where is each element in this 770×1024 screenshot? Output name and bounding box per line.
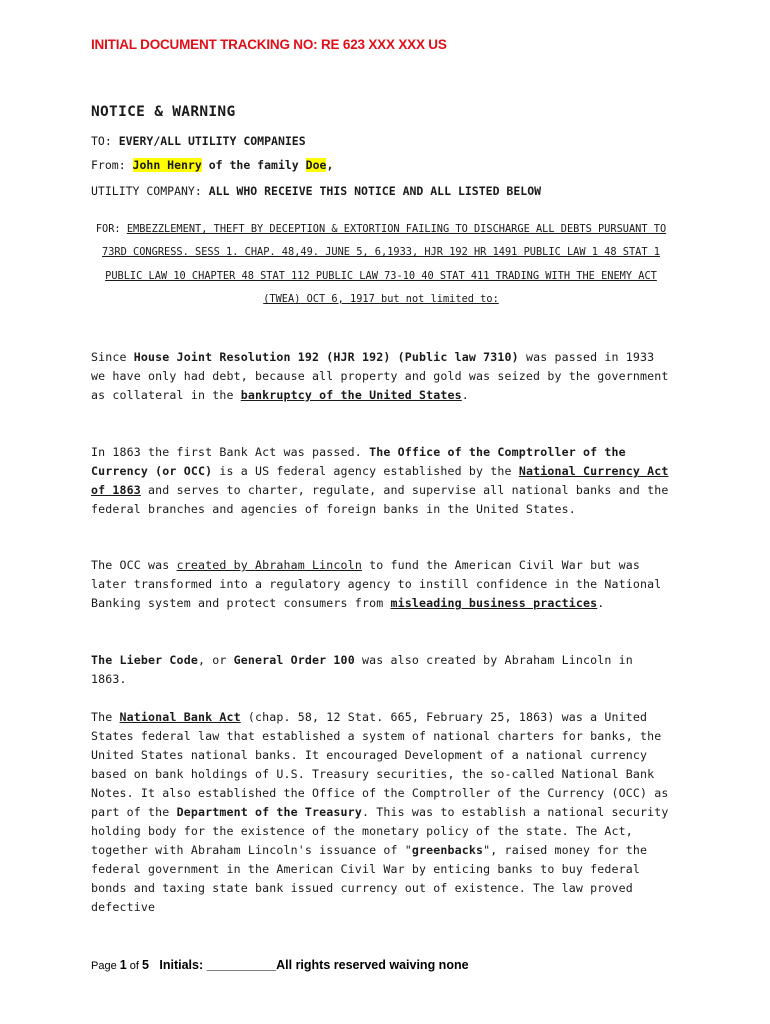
from-name-last: Doe (305, 158, 327, 172)
p5-text-c: (chap. 58, 12 Stat. 665, February 25, 1863) was a United States federal law that established a system of national charters for banks, the United States national banks. It encouraged Development of a national currency based on bank holdings of U.S. Treasury securities, the so-called National Bank Notes. It also established the Office of the Comptroller of the Currency (OCC) as part of the (91, 710, 669, 819)
p5-text-e: . This was to establish a national security holding body for the existence of the monetary policy of the state. The Act, together with Abraham Lincoln's issuance of " (91, 805, 669, 857)
footer-rights: All rights reserved waiving none (276, 958, 469, 972)
footer-page-label: Page (91, 960, 120, 972)
utility-value: ALL WHO RECEIVE THIS NOTICE AND ALL LISTED BELOW (208, 184, 542, 198)
paragraph-hjr192 (91, 348, 673, 405)
to-value: EVERY/ALL UTILITY COMPANIES (118, 134, 306, 148)
p2-text-a: In 1863 the first Bank Act was passed. (91, 445, 370, 459)
p1-text-e: . (461, 388, 469, 402)
p4-general-order: General Order 100 (233, 653, 355, 667)
footer-initials: Initials: __________ (159, 958, 277, 972)
p5-greenbacks: greenbacks (411, 843, 484, 857)
utility-line (91, 184, 541, 198)
p3-text-c: to fund the American Civil War but was later transformed into a regulatory agency to instill confidence in the National Banking system and protect consumers from (91, 558, 662, 610)
for-text: EMBEZZLEMENT, THEFT BY DECEPTION & EXTORTION FAILING TO DISCHARGE ALL DEBTS PURSUANT TO 73RD CONGRESS. SESS 1. CHAP. 48,49. JUNE 5, 6,1933, HJR 192 HR 1491 PUBLIC LAW 1 48 STAT 1 PUBLIC LAW 10 CHAPTER 48 STAT 112 PUBLIC LAW 73-10 40 STAT 411 TRADING WITH THE ENEMY ACT (TWEA) OCT 6, 1917 but not limited to: (102, 223, 667, 305)
for-label: FOR: (95, 223, 127, 235)
p3-text-e: . (597, 596, 605, 610)
document-tracking-number: INITIAL DOCUMENT TRACKING NO: RE 623 XXX XXX US (91, 37, 447, 52)
from-label: From: (91, 158, 133, 172)
p5-national-bank-act: National Bank Act (119, 710, 241, 724)
p3-lincoln-link: created by Abraham Lincoln (176, 558, 362, 572)
p2-text-c: is a US federal agency established by the (212, 464, 519, 478)
from-end: , (326, 158, 334, 172)
from-line (91, 158, 333, 172)
p1-bold-hjr: House Joint Resolution 192 (HJR 192) (Public law 7310) (133, 350, 519, 364)
for-section (91, 218, 671, 311)
from-name-first: John Henry (132, 158, 202, 172)
p2-text-e: and serves to charter, regulate, and supervise all national banks and the federal branches and agencies of foreign banks in the United States. (91, 483, 669, 516)
paragraph-national-bank-act (91, 708, 673, 917)
p3-text-a: The OCC was (91, 558, 177, 572)
footer-of: of (126, 960, 142, 972)
p1-text-a: Since (91, 350, 134, 364)
p2-bold-occ: The Office of the Comptroller of the Currency (or OCC) (91, 445, 626, 478)
page-footer (91, 958, 469, 972)
paragraph-lieber-code (91, 651, 673, 689)
p4-text-d: was also created by Abraham Lincoln in 1863. (91, 653, 633, 686)
footer-page-number: 1 (119, 958, 127, 972)
p4-lieber: The Lieber Code (91, 653, 198, 667)
p5-text-a: The (91, 710, 120, 724)
p1-text-c: was passed in 1933 we have only had debt, because all property and gold was seized by the government as collateral in the (91, 350, 669, 402)
paragraph-bank-act-1863 (91, 443, 673, 519)
to-label: TO: (91, 134, 119, 148)
utility-label: UTILITY COMPANY: (91, 184, 209, 198)
paragraph-occ (91, 556, 673, 613)
from-middle: of the family (201, 158, 306, 172)
p1-bankruptcy-link: bankruptcy of the United States (240, 388, 462, 402)
p2-currency-act: National Currency Act of 1863 (91, 464, 669, 497)
page-title: NOTICE & WARNING (91, 104, 236, 120)
p4-text-b: , or (197, 653, 234, 667)
p5-text-g: ", raised money for the federal government in the American Civil War by enticing banks to buy federal bonds and taxing state bank issued currency out of existence. The law proved defective (91, 843, 648, 914)
footer-page-total: 5 (142, 958, 149, 972)
p3-misleading-link: misleading business practices (390, 596, 598, 610)
to-line (91, 134, 306, 148)
p5-treasury: Department of the Treasury (176, 805, 362, 819)
